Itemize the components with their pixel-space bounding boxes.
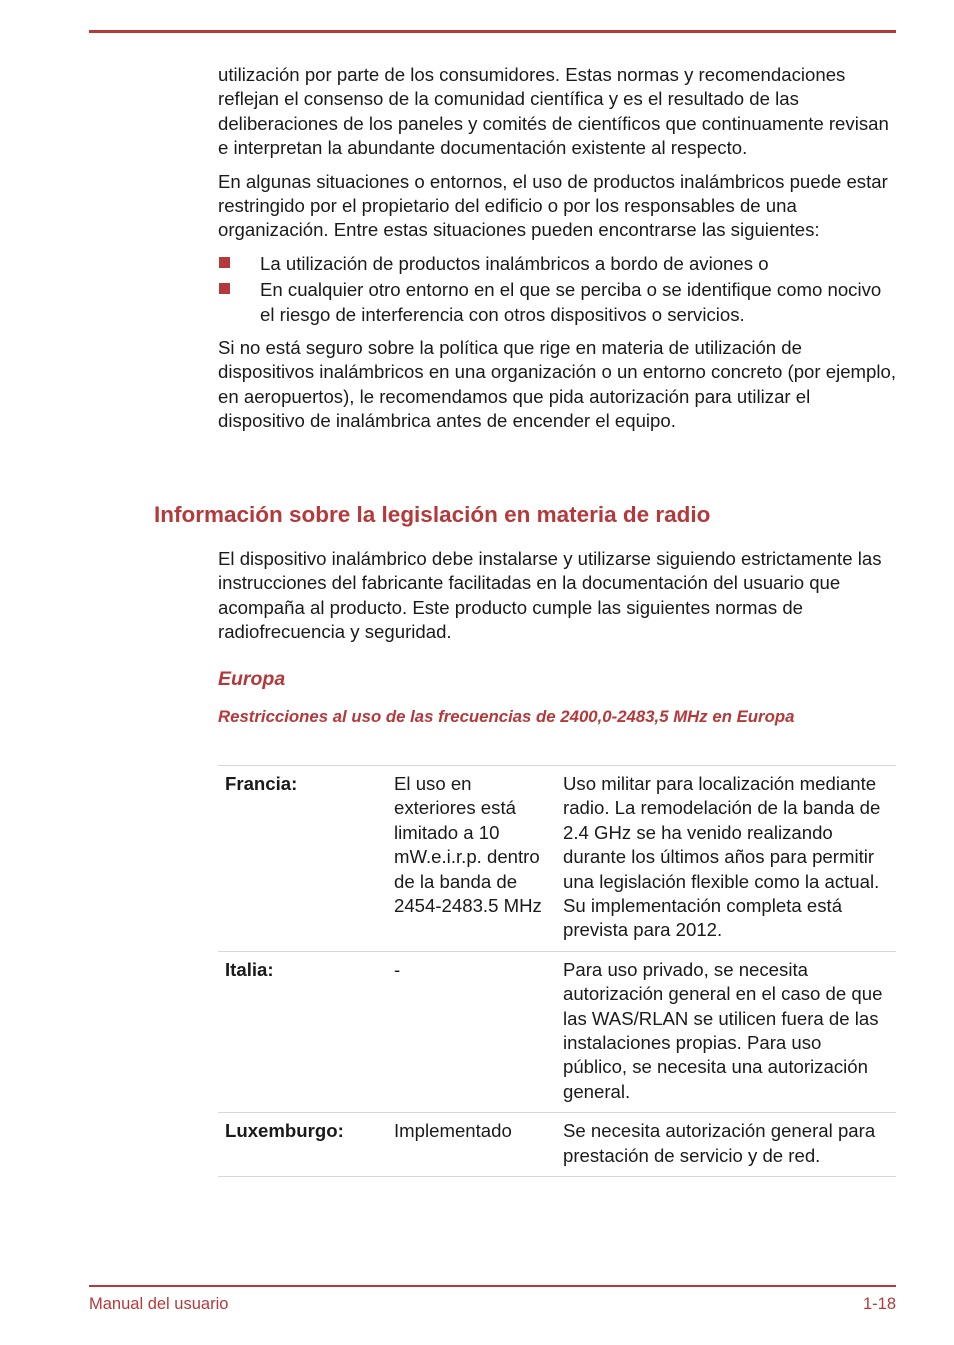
- notes-cell: Se necesita autorización general para prestación de servicio y de red.: [556, 1113, 896, 1177]
- country-cell: Italia:: [218, 951, 387, 1112]
- list-item-text: En cualquier otro entorno en el que se perciba o se identifique como nocivo el riesgo de interferencia con otros dispositivos o servicios.: [260, 279, 882, 325]
- bullet-list: [218, 252, 898, 327]
- header-rule: [89, 30, 896, 33]
- notes-cell: Para uso privado, se necesita autorización general en el caso de que las WAS/RLAN se utilicen fuera de las instalaciones propias. Para uso público, se necesita una autorización general.: [556, 951, 896, 1112]
- paragraph: En algunas situaciones o entornos, el uso de productos inalámbricos puede estar restringido por el propietario del edificio o por los responsables de una organización. Entre estas situaciones pueden encontrarse las siguientes:: [218, 170, 888, 241]
- paragraph: utilización por parte de los consumidores. Estas normas y recomendaciones reflejan el consenso de la comunidad científica y es el resultado de las deliberaciones de los paneles y comités de científicos que continuamente revisan e interpretan la abundante documentación existente al respecto.: [218, 64, 889, 159]
- country-cell: Francia:: [218, 766, 387, 952]
- paragraph: El dispositivo inalámbrico debe instalarse y utilizarse siguiendo estrictamente las instrucciones del fabricante facilitadas en la documentación del usuario que acompaña al producto. Este producto cumple las siguientes normas de radiofrecuencia y seguridad.: [218, 548, 882, 643]
- notes-cell: Uso militar para localización mediante radio. La remodelación de la banda de 2.4 GHz se ha venido realizando durante los últimos años para permitir una legislación flexible como la actual. Su implementación completa está prevista para 2012.: [556, 766, 896, 952]
- footer-title: Manual del usuario: [89, 1295, 229, 1313]
- limit-cell: -: [387, 951, 556, 1112]
- subheading-europa: Europa: [218, 668, 286, 690]
- list-item: [218, 252, 898, 276]
- list-item: [218, 278, 898, 327]
- section-body: [218, 547, 898, 645]
- body-text: [218, 63, 898, 443]
- page-number: 1-18: [862, 1295, 896, 1313]
- footer-rule: [89, 1285, 896, 1287]
- table-row: [218, 1113, 896, 1177]
- limit-cell: Implementado: [387, 1113, 556, 1177]
- table-row: [218, 766, 896, 952]
- section-heading: Información sobre la legislación en materia de radio: [154, 502, 711, 527]
- limit-cell: El uso en exteriores está limitado a 10 mW.e.i.r.p. dentro de la banda de 2454-2483.5 MHz: [387, 766, 556, 952]
- table-caption: Restricciones al uso de las frecuencias de 2400,0-2483,5 MHz en Europa: [218, 707, 795, 726]
- country-cell: Luxemburgo:: [218, 1113, 387, 1177]
- square-bullet-icon: [219, 257, 230, 268]
- paragraph: Si no está seguro sobre la política que rige en materia de utilización de dispositivos inalámbricos en una organización o un entorno concreto (por ejemplo, en aeropuertos), le recomendamos que pida autorización para utilizar el dispositivo de inalámbrica antes de encender el equipo.: [218, 337, 897, 432]
- table-row: [218, 951, 896, 1112]
- list-item-text: La utilización de productos inalámbricos a bordo de aviones o: [260, 252, 769, 274]
- restrictions-table: [218, 765, 896, 1177]
- square-bullet-icon: [219, 283, 230, 294]
